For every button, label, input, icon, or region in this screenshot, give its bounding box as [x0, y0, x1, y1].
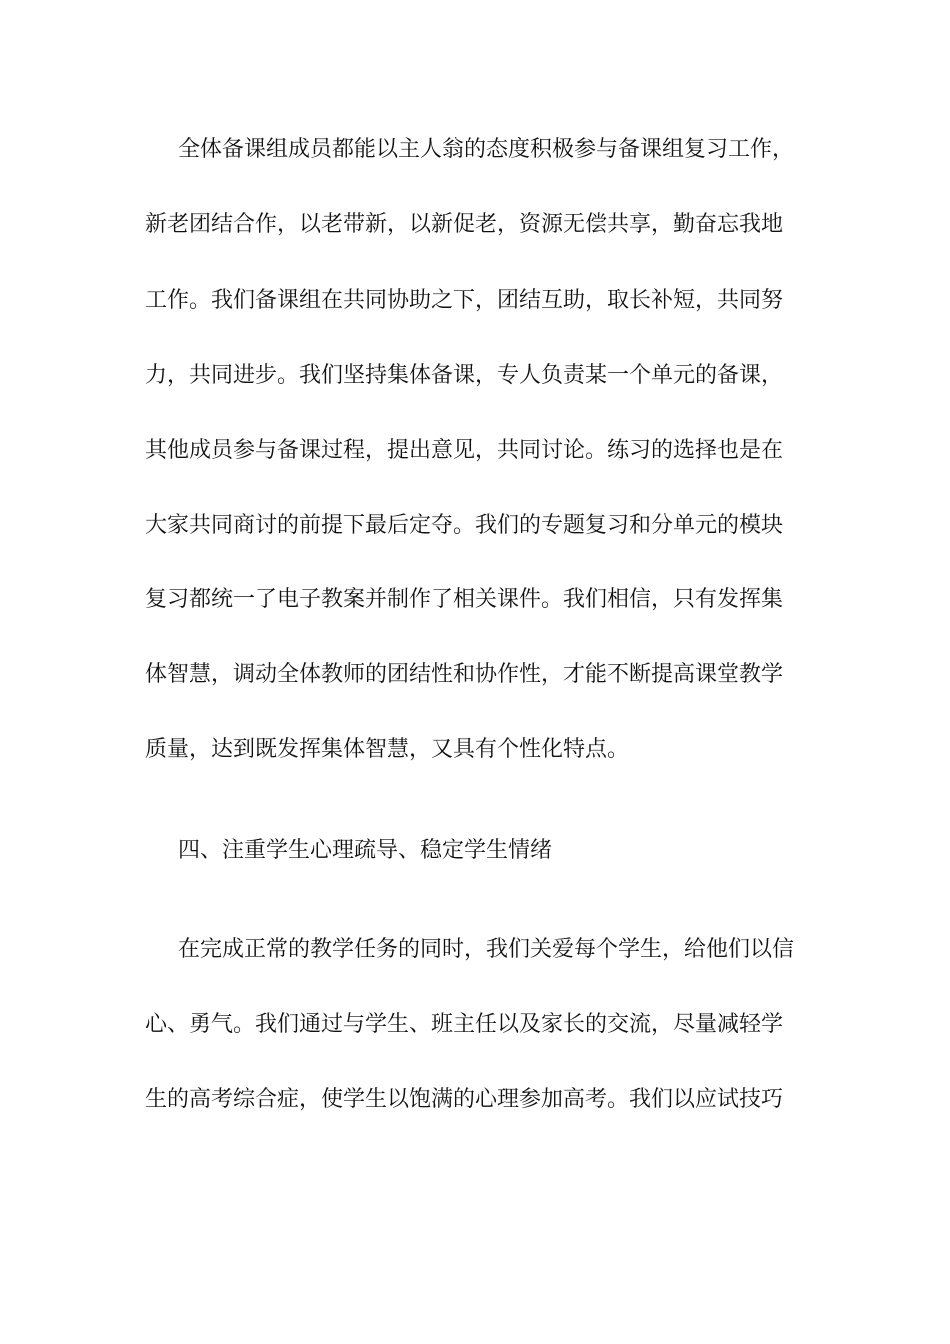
paragraph-2-line-3: 生的高考综合症，使学生以饱满的心理参加高考。我们以应试技巧: [145, 1087, 784, 1112]
paragraph-1-line-3: 工作。我们备课组在共同协助之下，团结互助，取长补短，共同努: [145, 288, 784, 313]
paragraph-1-line-7: 复习都统一了电子教案并制作了相关课件。我们相信，只有发挥集: [145, 587, 784, 612]
paragraph-1-line-2: 新老团结合作，以老带新，以新促老，资源无偿共享，勤奋忘我地: [145, 212, 784, 237]
section-heading-4: 四、注重学生心理疏导、稳定学生情绪: [178, 838, 553, 863]
paragraph-2-line-2: 心、勇气。我们通过与学生、班主任以及家长的交流，尽量减轻学: [145, 1012, 784, 1037]
paragraph-1-line-6: 大家共同商讨的前提下最后定夺。我们的专题复习和分单元的模块: [145, 513, 784, 538]
paragraph-1-line-8: 体智慧，调动全体教师的团结性和协作性，才能不断提高课堂教学: [145, 662, 784, 687]
paragraph-1-line-1: 全体备课组成员都能以主人翁的态度积极参与备课组复习工作，: [178, 137, 795, 162]
paragraph-1-line-4: 力，共同进步。我们坚持集体备课，专人负责某一个单元的备课，: [145, 363, 784, 388]
paragraph-2-line-1: 在完成正常的教学任务的同时，我们关爱每个学生，给他们以信: [178, 937, 795, 962]
paragraph-1-line-5: 其他成员参与备课过程，提出意见，共同讨论。练习的选择也是在: [145, 438, 784, 463]
paragraph-1-line-9: 质量，达到既发挥集体智慧，又具有个性化特点。: [145, 737, 630, 762]
